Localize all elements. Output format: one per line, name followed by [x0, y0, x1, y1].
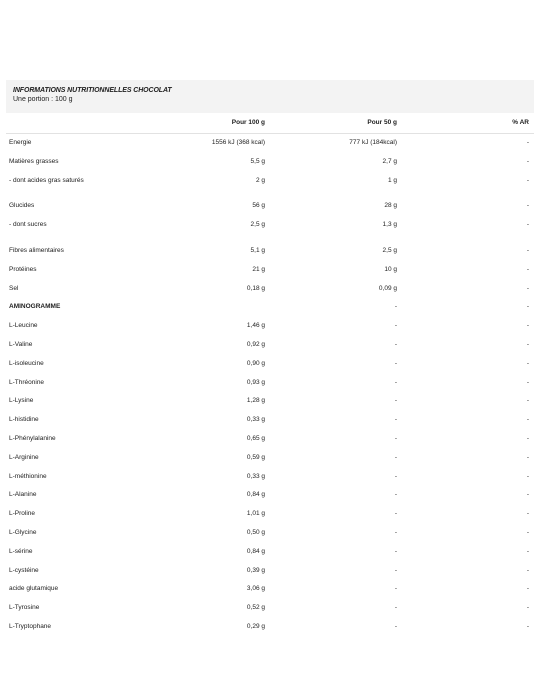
table-row [6, 134, 534, 153]
value-per-100g: 0,39 g [246, 566, 265, 574]
table-row [6, 242, 534, 261]
row-label: acide glutamique [9, 585, 59, 593]
value-per-100g: 0,18 g [246, 284, 265, 292]
row-label: L-cystéine [9, 566, 39, 574]
value-per-100g: 1,28 g [246, 397, 265, 405]
row-label: L-Lysine [9, 397, 34, 405]
table-row [6, 172, 534, 191]
column-header-per-50g: Pour 50 g [367, 119, 397, 126]
table-row [6, 524, 534, 543]
value-ar: - [526, 547, 529, 555]
value-per-100g: 5,5 g [250, 157, 265, 165]
value-per-100g: 0,93 g [246, 378, 265, 386]
value-ar: - [526, 397, 529, 405]
table-title: INFORMATIONS NUTRITIONNELLES CHOCOLAT [13, 87, 172, 94]
value-ar: - [526, 303, 529, 311]
row-label: L-Leucine [9, 322, 38, 330]
value-per-100g: 56 g [252, 202, 265, 210]
value-per-100g: 0,50 g [246, 528, 265, 536]
value-ar: - [526, 453, 529, 461]
row-label: L-Alanine [9, 491, 37, 499]
value-per-100g: 1,01 g [246, 510, 265, 518]
value-ar: - [526, 176, 529, 184]
row-label: L-isoleucine [9, 359, 44, 367]
value-per-100g: 0,84 g [246, 491, 265, 499]
table-row [6, 216, 534, 235]
value-ar: - [526, 528, 529, 536]
row-label: L-Valine [9, 340, 33, 348]
row-label: - dont sucres [9, 221, 47, 229]
value-per-100g: 1,46 g [246, 322, 265, 330]
table-row [6, 599, 534, 618]
row-label: Fibres alimentaires [9, 246, 64, 254]
row-label: Sel [9, 284, 19, 292]
table-row [6, 430, 534, 449]
value-ar: - [526, 622, 529, 630]
row-label: L-Thréonine [9, 378, 45, 386]
table-row [6, 298, 534, 317]
value-per-50g: 1,3 g [382, 221, 397, 229]
value-per-100g: 0,33 g [246, 416, 265, 424]
value-per-50g: 10 g [384, 265, 397, 273]
value-ar: - [526, 221, 529, 229]
row-label: L-Arginine [9, 453, 39, 461]
value-ar: - [526, 340, 529, 348]
column-header-ar: % AR [512, 119, 529, 126]
table-row [6, 562, 534, 581]
column-headers [6, 113, 534, 134]
value-per-100g: 0,52 g [246, 604, 265, 612]
value-ar: - [526, 491, 529, 499]
value-ar: - [526, 378, 529, 386]
value-per-50g: - [394, 510, 397, 518]
value-per-50g: - [394, 528, 397, 536]
table-row [6, 411, 534, 430]
value-per-50g: - [394, 453, 397, 461]
value-ar: - [526, 322, 529, 330]
value-per-100g: 0,92 g [246, 340, 265, 348]
value-ar: - [526, 585, 529, 593]
table-row [6, 197, 534, 216]
nutrition-table [6, 80, 534, 637]
value-ar: - [526, 604, 529, 612]
row-label: Energie [9, 139, 32, 146]
value-per-50g: - [394, 491, 397, 499]
row-label: L-Tryptophane [9, 622, 52, 630]
table-header [6, 80, 534, 113]
value-per-50g: - [394, 416, 397, 424]
value-ar: - [526, 359, 529, 367]
value-per-50g: - [394, 547, 397, 555]
value-per-50g: - [394, 434, 397, 442]
row-label: Protéines [9, 265, 37, 273]
row-label: L-Proline [9, 510, 36, 518]
table-row [6, 505, 534, 524]
value-per-50g: - [394, 472, 397, 480]
value-per-50g: - [394, 303, 397, 311]
row-label: Matières grasses [9, 157, 59, 165]
table-row [6, 261, 534, 280]
value-per-50g: - [394, 378, 397, 386]
value-per-100g: 21 g [252, 265, 265, 273]
value-ar: - [526, 202, 529, 210]
table-row [6, 486, 534, 505]
table-row [6, 392, 534, 411]
value-per-100g: 0,59 g [246, 453, 265, 461]
value-ar: - [526, 510, 529, 518]
value-per-100g: 2,5 g [250, 221, 265, 229]
row-label: L-sérine [9, 547, 33, 555]
value-per-100g: 0,65 g [246, 434, 265, 442]
table-row [6, 468, 534, 487]
value-per-50g: - [394, 604, 397, 612]
row-label: L-histidine [9, 416, 39, 424]
table-row [6, 153, 534, 172]
value-ar: - [526, 265, 529, 273]
value-ar: - [526, 139, 529, 146]
table-body [6, 134, 534, 637]
value-per-50g: 1 g [387, 176, 397, 184]
row-label: L-Phénylalanine [9, 434, 56, 442]
row-label: L-Tyrosine [9, 604, 40, 612]
value-per-100g: 2 g [255, 176, 265, 184]
row-label: L-méthionine [9, 472, 47, 480]
table-row [6, 449, 534, 468]
value-per-50g: 0,09 g [378, 284, 397, 292]
value-per-50g: 777 kJ (184kcal) [349, 139, 397, 146]
column-header-per-100g: Pour 100 g [231, 119, 265, 126]
value-ar: - [526, 434, 529, 442]
value-ar: - [526, 157, 529, 165]
value-per-50g: 2,5 g [382, 246, 397, 254]
value-ar: - [526, 566, 529, 574]
value-per-50g: - [394, 322, 397, 330]
value-per-50g: 28 g [384, 202, 397, 210]
value-per-100g: 0,29 g [246, 622, 265, 630]
value-per-100g: 0,84 g [246, 547, 265, 555]
value-ar: - [526, 246, 529, 254]
value-ar: - [526, 472, 529, 480]
row-label: L-Glycine [9, 528, 37, 536]
value-per-100g: 0,33 g [246, 472, 265, 480]
row-label: AMINOGRAMME [9, 303, 61, 311]
value-per-50g: - [394, 566, 397, 574]
table-row [6, 618, 534, 637]
value-per-50g: - [394, 359, 397, 367]
table-row [6, 280, 534, 299]
value-per-50g: 2,7 g [382, 157, 397, 165]
value-per-50g: - [394, 622, 397, 630]
row-label: Glucides [9, 202, 35, 210]
value-per-100g: 5,1 g [250, 246, 265, 254]
row-label: - dont acides gras saturés [9, 176, 84, 184]
table-row [6, 374, 534, 393]
value-per-100g: 0,90 g [246, 359, 265, 367]
value-per-50g: - [394, 397, 397, 405]
portion-subtitle: Une portion : 100 g [13, 96, 73, 103]
table-row [6, 317, 534, 336]
value-ar: - [526, 284, 529, 292]
value-per-50g: - [394, 340, 397, 348]
table-row [6, 336, 534, 355]
table-row [6, 355, 534, 374]
value-per-100g: 3,06 g [246, 585, 265, 593]
value-per-100g: 1556 kJ (368 kcal) [211, 139, 265, 146]
table-row [6, 580, 534, 599]
value-per-50g: - [394, 585, 397, 593]
value-ar: - [526, 416, 529, 424]
table-row [6, 543, 534, 562]
